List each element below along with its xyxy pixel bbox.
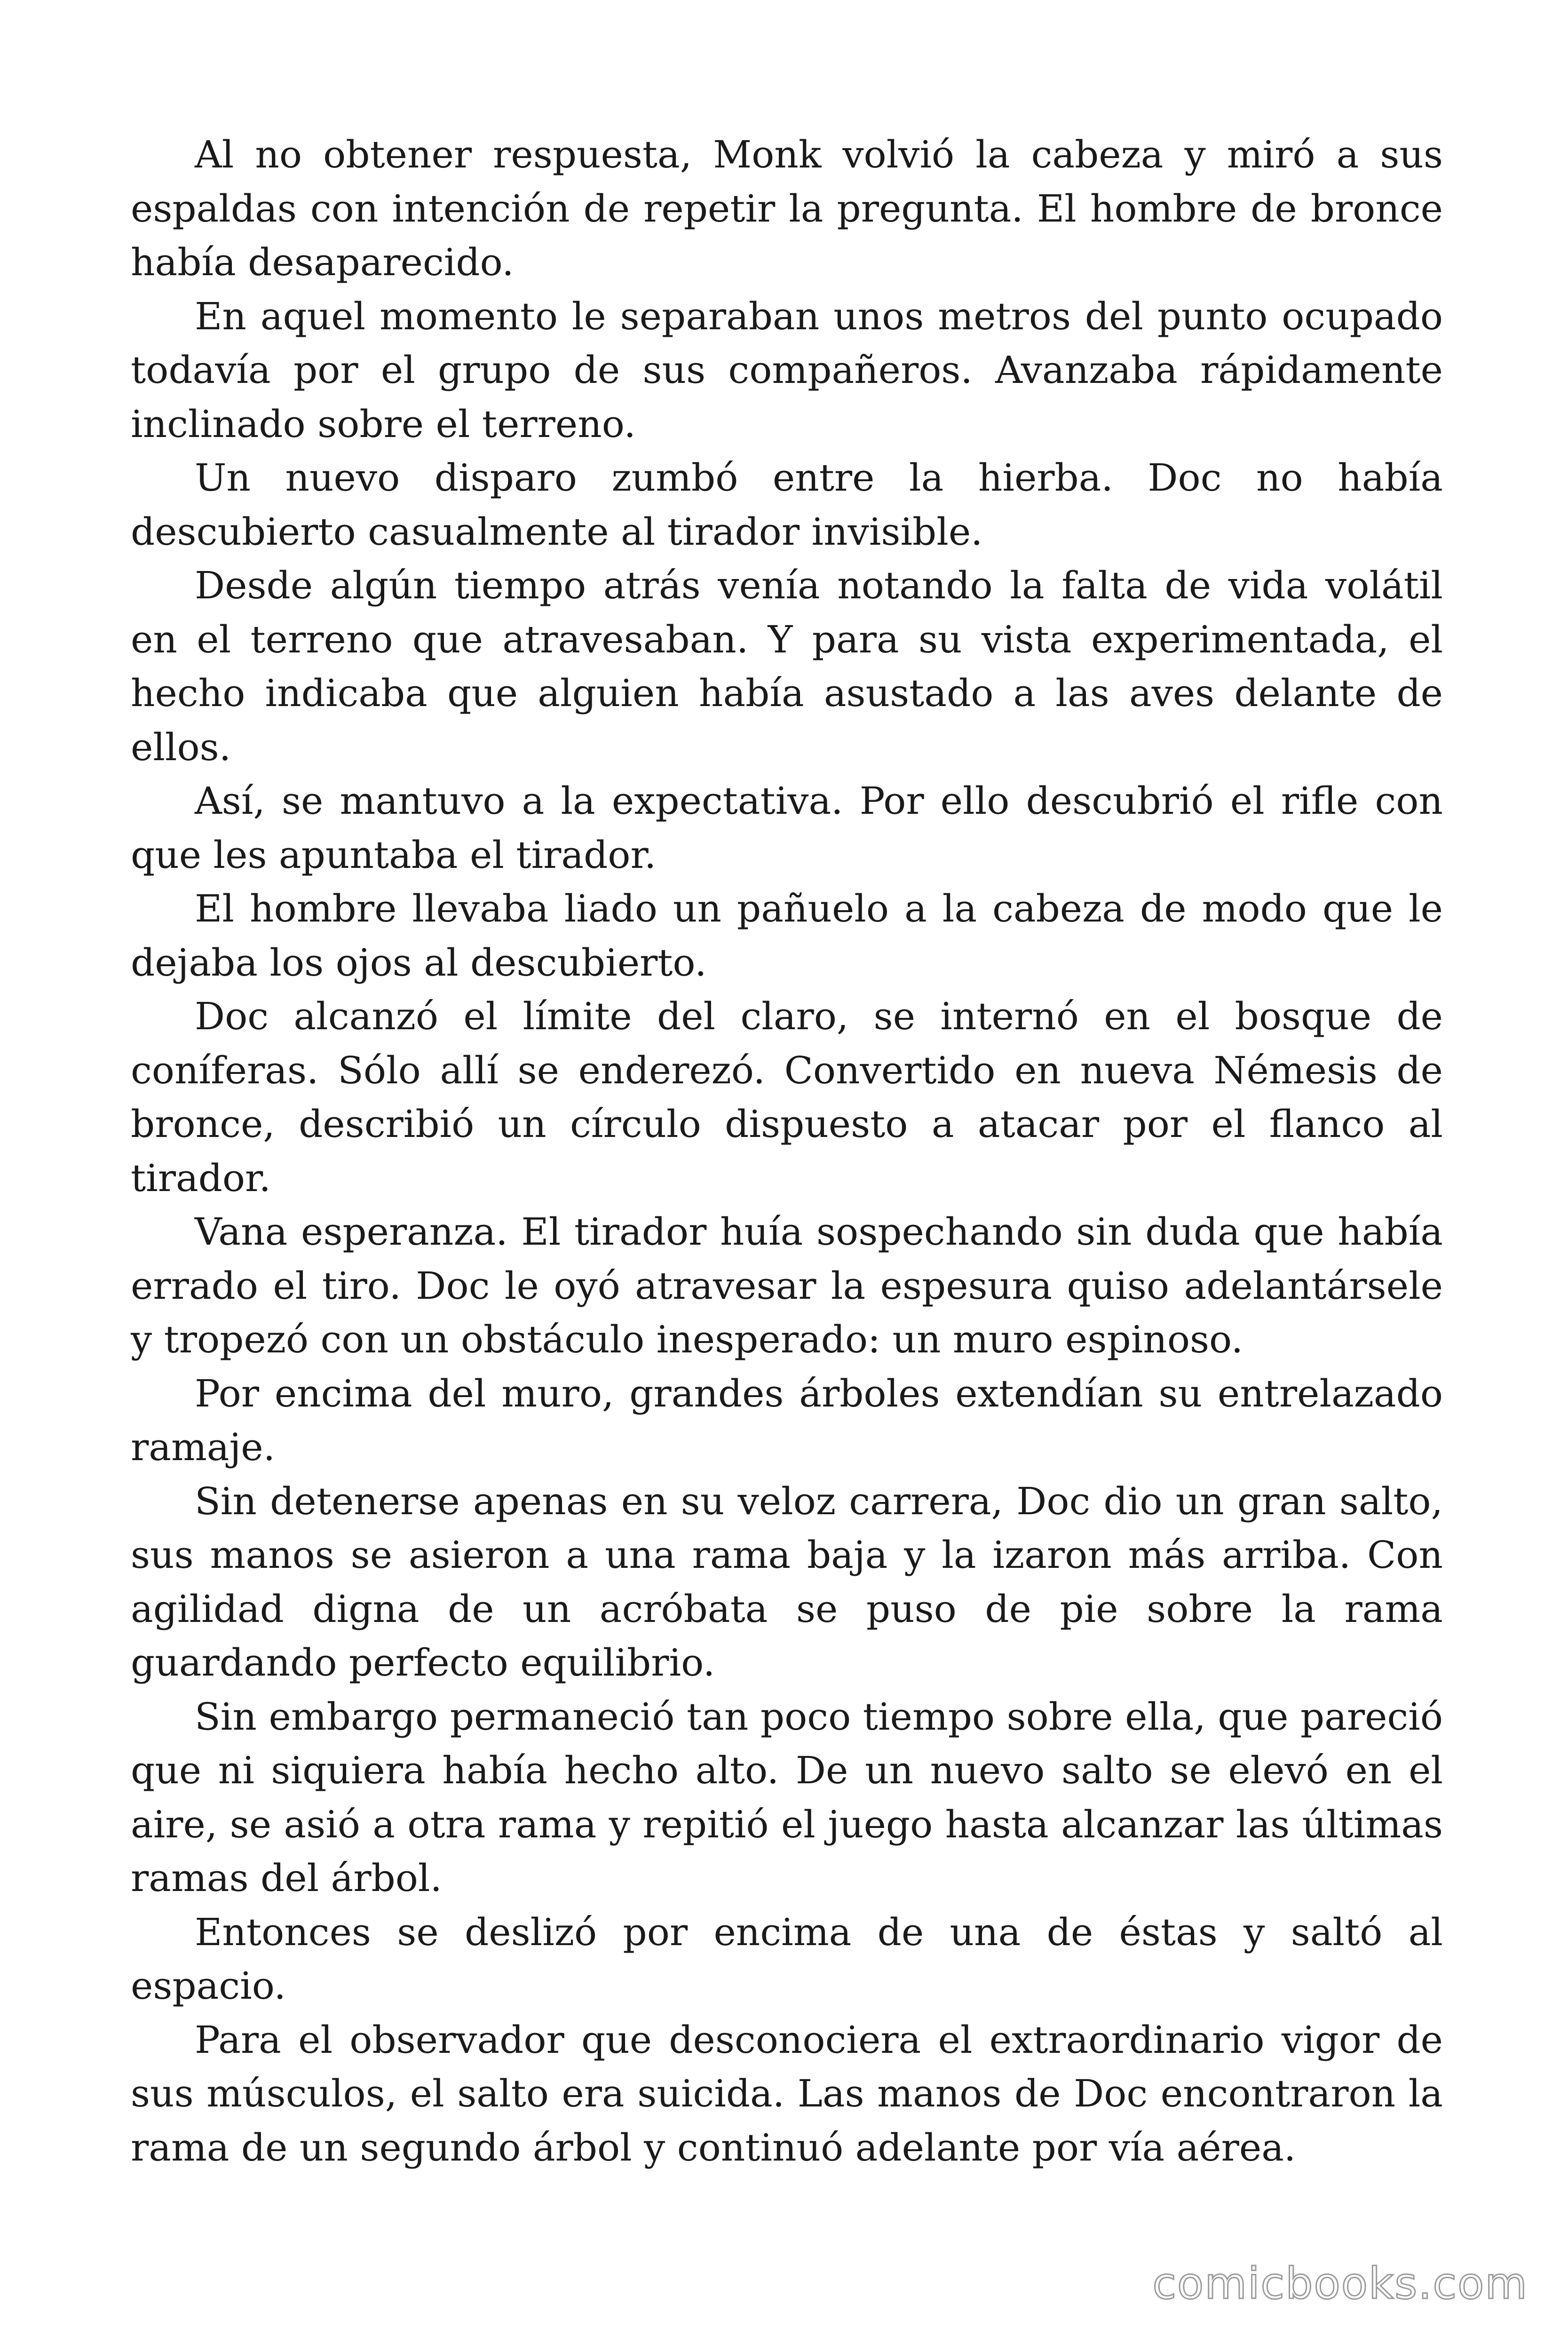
paragraph: Sin detenerse apenas en su veloz carrera, Doc dio un gran salto, sus manos se asieron a una rama baja y la izaron más arriba. Con agilidad digna de un acróbata se puso de pie sobre la rama guardando perfecto equilibrio. bbox=[131, 1479, 1443, 1685]
paragraph: Por encima del muro, grandes árboles extendían su entrelazado ramaje. bbox=[131, 1371, 1443, 1469]
paragraph: Al no obtener respuesta, Monk volvió la cabeza y miró a sus espaldas con intención de repetir la pregunta. El hombre de bronce había desaparecido. bbox=[131, 133, 1443, 284]
paragraph: Sin embargo permaneció tan poco tiempo sobre ella, que pareció que ni siquiera había hecho alto. De un nuevo salto se elevó en el aire, se asió a otra rama y repitió el juego hasta alcanzar las últimas ramas del árbol. bbox=[131, 1694, 1443, 1900]
page-text bbox=[131, 128, 1443, 2175]
paragraph: El hombre llevaba liado un pañuelo a la cabeza de modo que le dejaba los ojos al descubierto. bbox=[131, 887, 1443, 985]
paragraph: Para el observador que desconociera el extraordinario vigor de sus músculos, el salto era suicida. Las manos de Doc encontraron la rama de un segundo árbol y continuó adelante por vía aérea. bbox=[131, 2018, 1443, 2169]
paragraph: Desde algún tiempo atrás venía notando la falta de vida volátil en el terreno que atravesaban. Y para su vista experimentada, el hecho indicaba que alguien había asustado a las aves delante de ellos. bbox=[131, 564, 1443, 769]
paragraph: En aquel momento le separaban unos metros del punto ocupado todavía por el grupo de sus compañeros. Avanzaba rápidamente inclinado sobre el terreno. bbox=[131, 294, 1443, 446]
paragraph: Doc alcanzó el límite del claro, se internó en el bosque de coníferas. Sólo allí se enderezó. Convertido en nueva Némesis de bronce, describió un círculo dispuesto a atacar por el flanco al tirador. bbox=[131, 994, 1443, 1200]
paragraph: Un nuevo disparo zumbó entre la hierba. Doc no había descubierto casualmente al tirador invisible. bbox=[131, 456, 1443, 554]
paragraph: Entonces se deslizó por encima de una de éstas y saltó al espacio. bbox=[131, 1910, 1443, 2008]
paragraph: Vana esperanza. El tirador huía sospechando sin duda que había errado el tiro. Doc le oyó atravesar la espesura quiso adelantársele y tropezó con un obstáculo inesperado: un muro espinoso. bbox=[131, 1210, 1443, 1361]
paragraph: Así, se mantuvo a la expectativa. Por ello descubrió el rifle con que les apuntaba el tirador. bbox=[131, 779, 1443, 877]
watermark-text: comicbooks.com bbox=[1152, 2258, 1528, 2309]
